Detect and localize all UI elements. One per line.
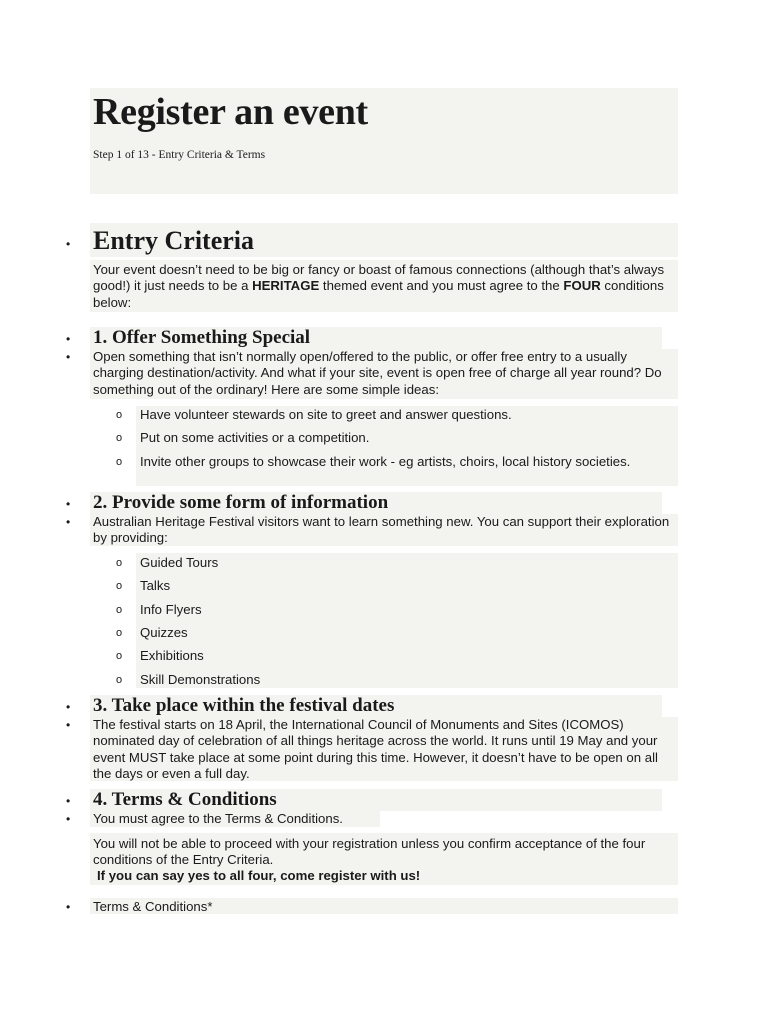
section2-body: Australian Heritage Festival visitors want to learn something new. You can support their exploration by providing: bbox=[93, 514, 670, 546]
section3-body: The festival starts on 18 April, the International Council of Monuments and Sites (ICOMOS) nominated day of celebration of all things heritage across the world. It runs until 19 May and your event MUST take place at some point during this time. However, it doesn’t have to be open on all the days or even a full day. bbox=[93, 717, 658, 782]
bullet: • bbox=[66, 332, 71, 346]
sub-bullet: o bbox=[116, 627, 123, 639]
step-indicator: Step 1 of 13 - Entry Criteria & Terms bbox=[93, 149, 266, 161]
page-title: Register an event bbox=[93, 91, 368, 133]
section2-item: Skill Demonstrations bbox=[140, 672, 261, 687]
section1-heading: 1. Offer Something Special bbox=[93, 327, 311, 348]
section2-item: Info Flyers bbox=[140, 602, 202, 617]
section2-item: Guided Tours bbox=[140, 555, 219, 570]
sub-bullet: o bbox=[116, 557, 123, 569]
section4-note-bold: If you can say yes to all four, come register with us! bbox=[97, 868, 421, 883]
bullet: • bbox=[66, 794, 71, 808]
sub-bullet: o bbox=[116, 456, 123, 468]
entry-criteria-heading: Entry Criteria bbox=[93, 226, 255, 255]
sub-bullet: o bbox=[116, 674, 123, 686]
sub-bullet: o bbox=[116, 409, 123, 421]
intro-bold-four: FOUR bbox=[563, 278, 601, 294]
section1-item: Have volunteer stewards on site to greet and answer questions. bbox=[140, 407, 512, 422]
bullet: • bbox=[66, 237, 71, 251]
section2-item: Quizzes bbox=[140, 625, 188, 640]
intro-text: Your event doesn’t need to be big or fancy or boast of famous connections (although that’s always good!) it just needs to be a bbox=[93, 262, 665, 294]
sub-bullet: o bbox=[116, 432, 123, 444]
section1-item: Put on some activities or a competition. bbox=[140, 430, 370, 445]
bullet: • bbox=[66, 812, 71, 826]
section2-item: Talks bbox=[140, 578, 171, 593]
section4-heading: 4. Terms & Conditions bbox=[93, 789, 277, 810]
bullet: • bbox=[66, 515, 71, 529]
bullet: • bbox=[66, 900, 71, 914]
section3-heading: 3. Take place within the festival dates bbox=[93, 695, 395, 716]
intro-bold-heritage: HERITAGE bbox=[252, 278, 320, 294]
sub-bullet: o bbox=[116, 650, 123, 662]
section1-body: Open something that isn’t normally open/offered to the public, or offer free entry to a usually charging destination/activity. And what if your site, event is open free of charge all year round? Do something out of the ordinary! Here are some simple ideas: bbox=[93, 349, 662, 397]
bullet: • bbox=[66, 718, 71, 732]
section2-list-band bbox=[136, 553, 678, 688]
intro-text: conditions below: bbox=[93, 278, 664, 310]
intro-text: themed event and you must agree to the bbox=[319, 278, 564, 294]
entry-criteria-intro bbox=[93, 262, 678, 311]
bullet: • bbox=[66, 700, 71, 714]
bullet: • bbox=[66, 350, 71, 364]
section2-heading: 2. Provide some form of information bbox=[93, 492, 389, 513]
sub-bullet: o bbox=[116, 604, 123, 616]
terms-conditions-label[interactable]: Terms & Conditions* bbox=[93, 899, 213, 914]
section1-item: Invite other groups to showcase their work - eg artists, choirs, local history societies. bbox=[140, 454, 631, 469]
sub-bullet: o bbox=[116, 580, 123, 592]
section2-item: Exhibitions bbox=[140, 648, 204, 663]
bullet: • bbox=[66, 497, 71, 511]
section4-note: You will not be able to proceed with your registration unless you confirm acceptance of the four conditions of the Entry Criteria. bbox=[93, 836, 646, 868]
section4-body: You must agree to the Terms & Conditions. bbox=[93, 811, 343, 826]
